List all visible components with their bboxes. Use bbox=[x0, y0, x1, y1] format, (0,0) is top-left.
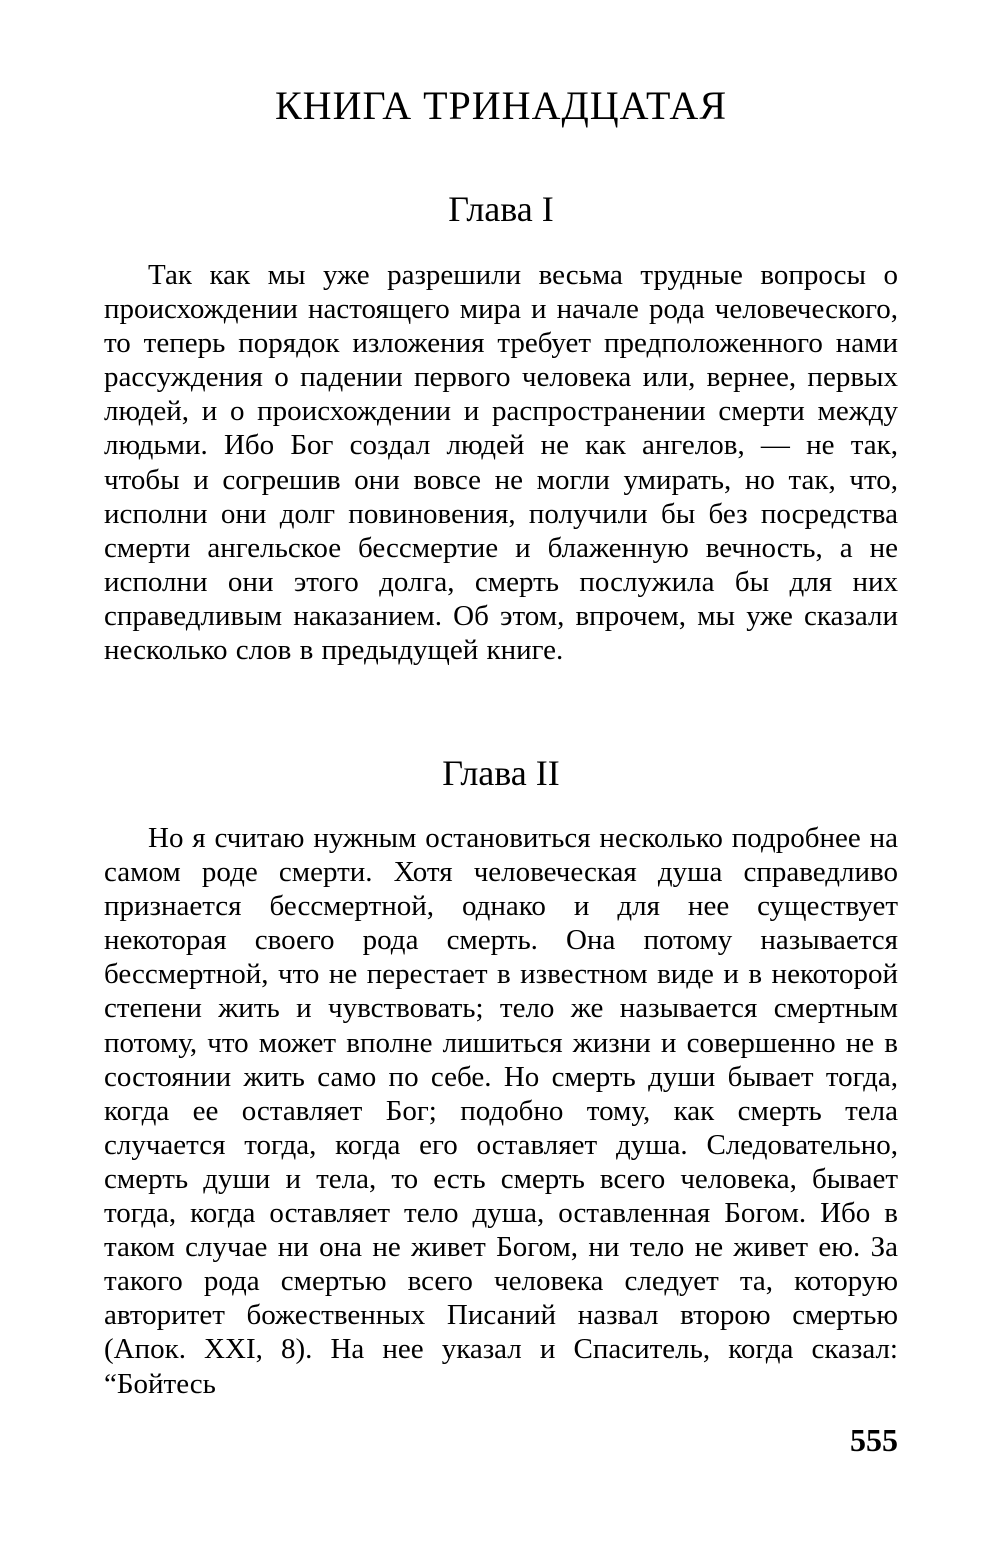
book-page bbox=[104, 0, 898, 1543]
book-title: КНИГА ТРИНАДЦАТАЯ bbox=[275, 83, 727, 128]
chapter-1-title: Глава I bbox=[448, 189, 554, 229]
chapter-1-text: Так как мы уже разрешили весьма трудные вопросы о происхождении настоящего мира и начале рода человеческого, то теперь порядок изложения требует предположенного нами рассуждения о падении первого человека или, вернее, первых людей, и о происхождении и распространении смерти между людьми. Ибо Бог создал людей не как ангелов, — не так, чтобы и согрешив они вовсе не могли умирать, но так, что, исполни они долг повиновения, получили бы без посредства смерти ангельское бессмертие и блаженную вечность, а не исполни они этого долга, смерть послужила бы для них справедливым наказанием. Об этом, впрочем, мы уже сказали несколько слов в предыдущей книге. bbox=[104, 259, 898, 667]
page-number: 555 bbox=[850, 1422, 898, 1458]
chapter-2-title: Глава II bbox=[442, 753, 560, 793]
chapter-2-text: Но я считаю нужным остановиться несколько подробнее на самом роде смерти. Хотя человеческая душа справедливо признается бессмертной, однако и для нее существует некоторая своего рода смерть. Она потому называется бессмертной, что не перестает в известном виде и в некоторой степени жить и чувствовать; тело же называется смертным потому, что может вполне лишиться жизни и совершенно не в состоянии жить само по себе. Но смерть души бывает тогда, когда ее оставляет Бог; подобно тому, как смерть тела случается тогда, когда его оставляет душа. Следовательно, смерть души и тела, то есть смерть всего человека, бывает тогда, когда оставляет тело душа, оставленная Богом. Ибо в таком случае ни она не живет Богом, ни тело не живет ею. За такого рода смертью всего человека следует та, которую авторитет божественных Писаний назвал второю смертью (Апок. XXI, 8). На нее указал и Спаситель, когда сказал: “Бойтесь bbox=[104, 822, 898, 1400]
